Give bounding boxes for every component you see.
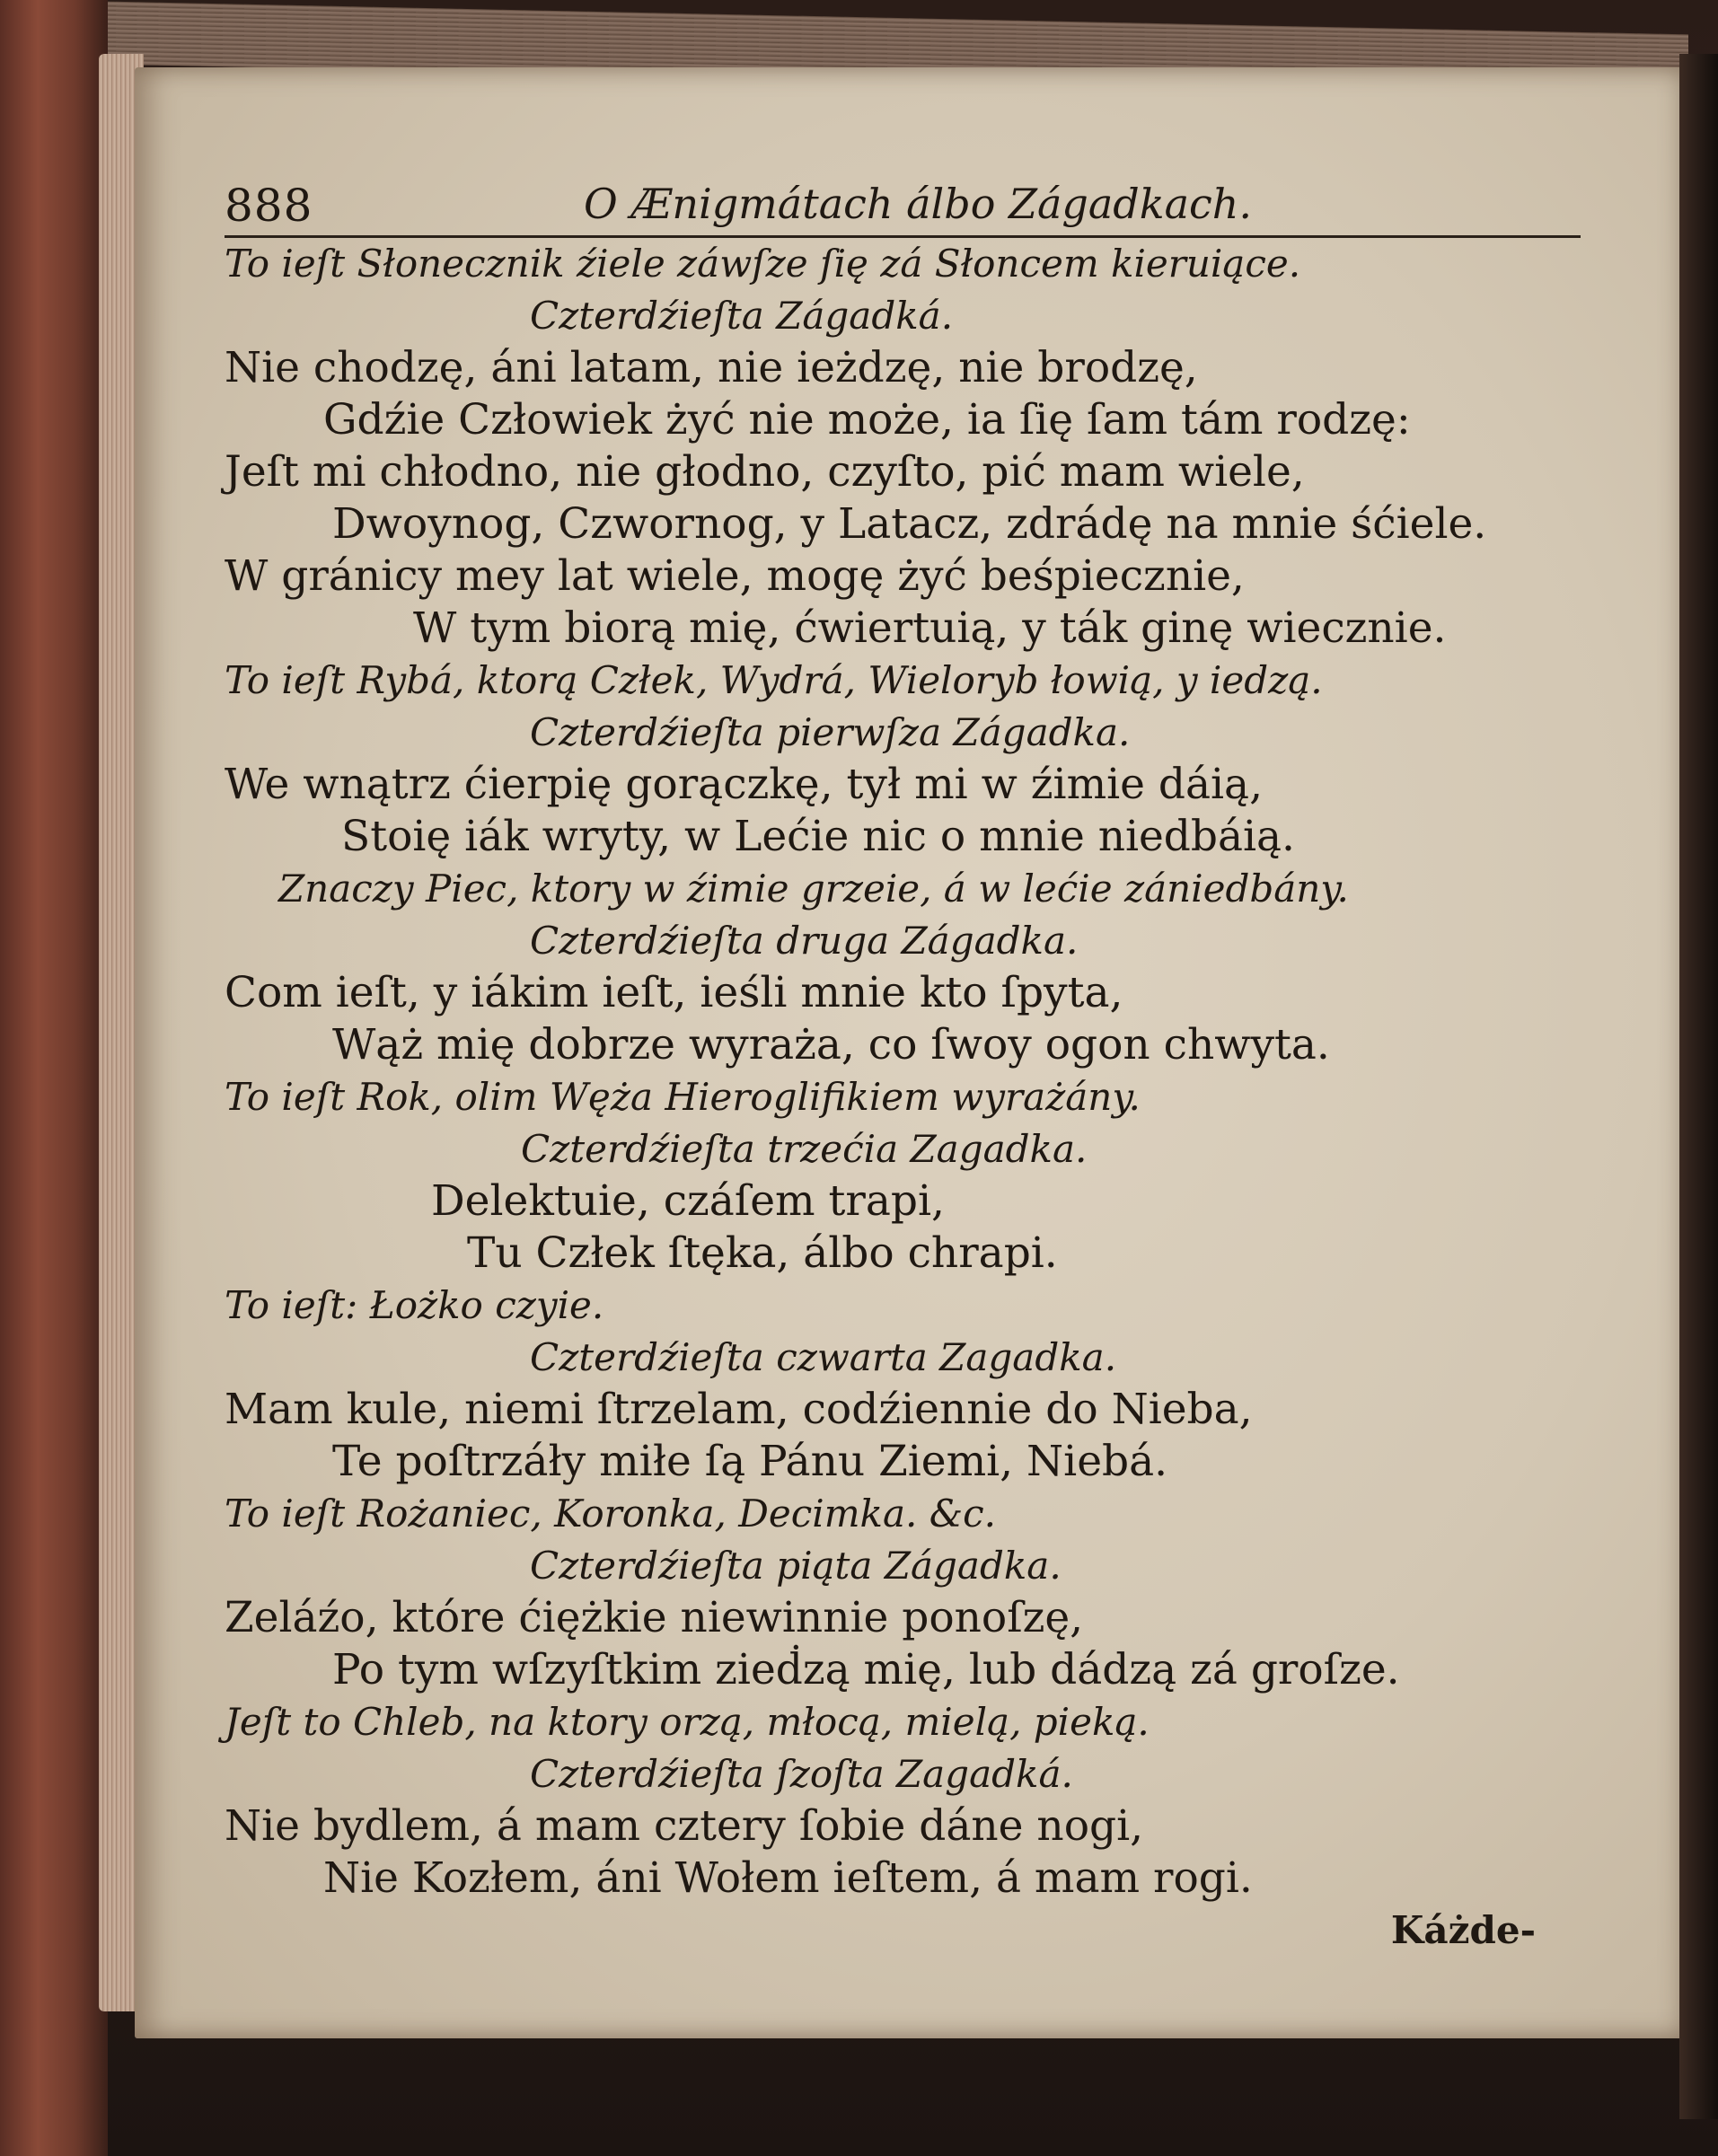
riddle-answer: To ieſt Rybá, ktorą Człek, Wydrá, Wieloryb łowią, y iedzą. — [225, 658, 1323, 702]
verse-line: Stoię iák wryty, w Lećie nic o mnie niedbáią. — [341, 812, 1295, 861]
riddle-heading: Czterdźieſta ſzoſta Zagadká. — [530, 1752, 1073, 1796]
verse-line: Te poſtrzáły miłe ſą Pánu Ziemi, Niebá. — [332, 1437, 1168, 1486]
verse-line: Gdźie Człowiek żyć nie może, ia ſię ſam tám rodzę: — [323, 395, 1411, 444]
riddle-heading: Czterdźieſta trzećia Zagadka. — [521, 1127, 1088, 1171]
running-title: O Ænigmátach álbo Zágadkach. — [584, 180, 1253, 228]
riddle-answer: To ieſt: Łożko czyie. — [225, 1283, 604, 1327]
page-text — [225, 180, 1581, 1957]
verse-line: Nie bydlem, á mam cztery ſobie dáne nogi, — [225, 1801, 1144, 1851]
riddle-answer: To ieſt Rożaniec, Koronka, Decimka. &c. — [225, 1492, 996, 1536]
riddle-heading: Czterdźieſta Zágadká. — [530, 294, 954, 338]
verse-line: Zeláźo, które ćiężkie niewinnie ponoſzę, — [225, 1593, 1084, 1642]
verse-line: Nie chodzę, áni latam, nie ieżdzę, nie brodzę, — [225, 343, 1198, 392]
catchword: Káżde- — [1390, 1908, 1536, 1952]
riddle-heading: Czterdźieſta pierwſza Zágadka. — [530, 710, 1131, 754]
riddle-answer: Jeſt to Chleb, na ktory orzą, młocą, mielą, pieką. — [225, 1700, 1150, 1744]
verse-line: Wąż mię dobrze wyraża, co ſwoy ogon chwyta. — [332, 1020, 1330, 1069]
verse-line: Delektuie, czáſem trapi, — [431, 1176, 945, 1226]
riddle-heading: Czterdźieſta druga Zágadka. — [530, 919, 1079, 963]
riddle-answer: To ieſt Rok, olim Węża Hieroglifikiem wyrażány. — [225, 1075, 1141, 1119]
verse-line: W gránicy mey lat wiele, mogę żyć beśpiecznie, — [225, 551, 1245, 601]
verse-line: We wnątrz ćierpię gorączkę, tył mi w źimie dáią, — [225, 760, 1264, 809]
riddle-heading: Czterdźieſta czwarta Zagadka. — [530, 1335, 1117, 1379]
verse-line: Mam kule, niemi ſtrzelam, codźiennie do Nieba, — [225, 1385, 1253, 1434]
verse-line: Dwoynog, Czwornog, y Latacz, zdrádę na mnie śćiele. — [332, 499, 1487, 549]
book-spine — [0, 0, 108, 2156]
riddle-heading: Czterdźieſta piąta Zágadka. — [530, 1544, 1062, 1588]
verse-line: Jeſt mi chłodno, nie głodno, czyſto, pić mam wiele, — [225, 447, 1305, 497]
verse-line: W tym biorą mię, ćwiertuią, y ták ginę wiecznie. — [413, 603, 1447, 653]
page-number: 888 — [225, 180, 313, 232]
riddle-answer: Znaczy Piec, ktory w źimie grzeie, á w lećie zániedbány. — [278, 867, 1349, 911]
verse-line: Tu Człek ſtęka, álbo chrapi. — [467, 1228, 1058, 1278]
catchword-line — [225, 1905, 1581, 1957]
running-header — [225, 180, 1581, 238]
verse-line: Com ieſt, y iákim ieſt, ieśli mnie kto ſpyta, — [225, 968, 1123, 1017]
verse-line: Nie Kozłem, áni Wołem ieſtem, á mam rogi. — [323, 1853, 1253, 1903]
verse-line: Po tym wſzyſtkim zieḋzą mię, lub dádzą zá groſze. — [332, 1645, 1400, 1694]
text-lines — [225, 238, 1581, 1905]
right-shadow — [1679, 54, 1718, 2119]
riddle-answer: To ieſt Słonecznik źiele záwſze ſię zá Słoncem kieruiące. — [225, 242, 1301, 286]
